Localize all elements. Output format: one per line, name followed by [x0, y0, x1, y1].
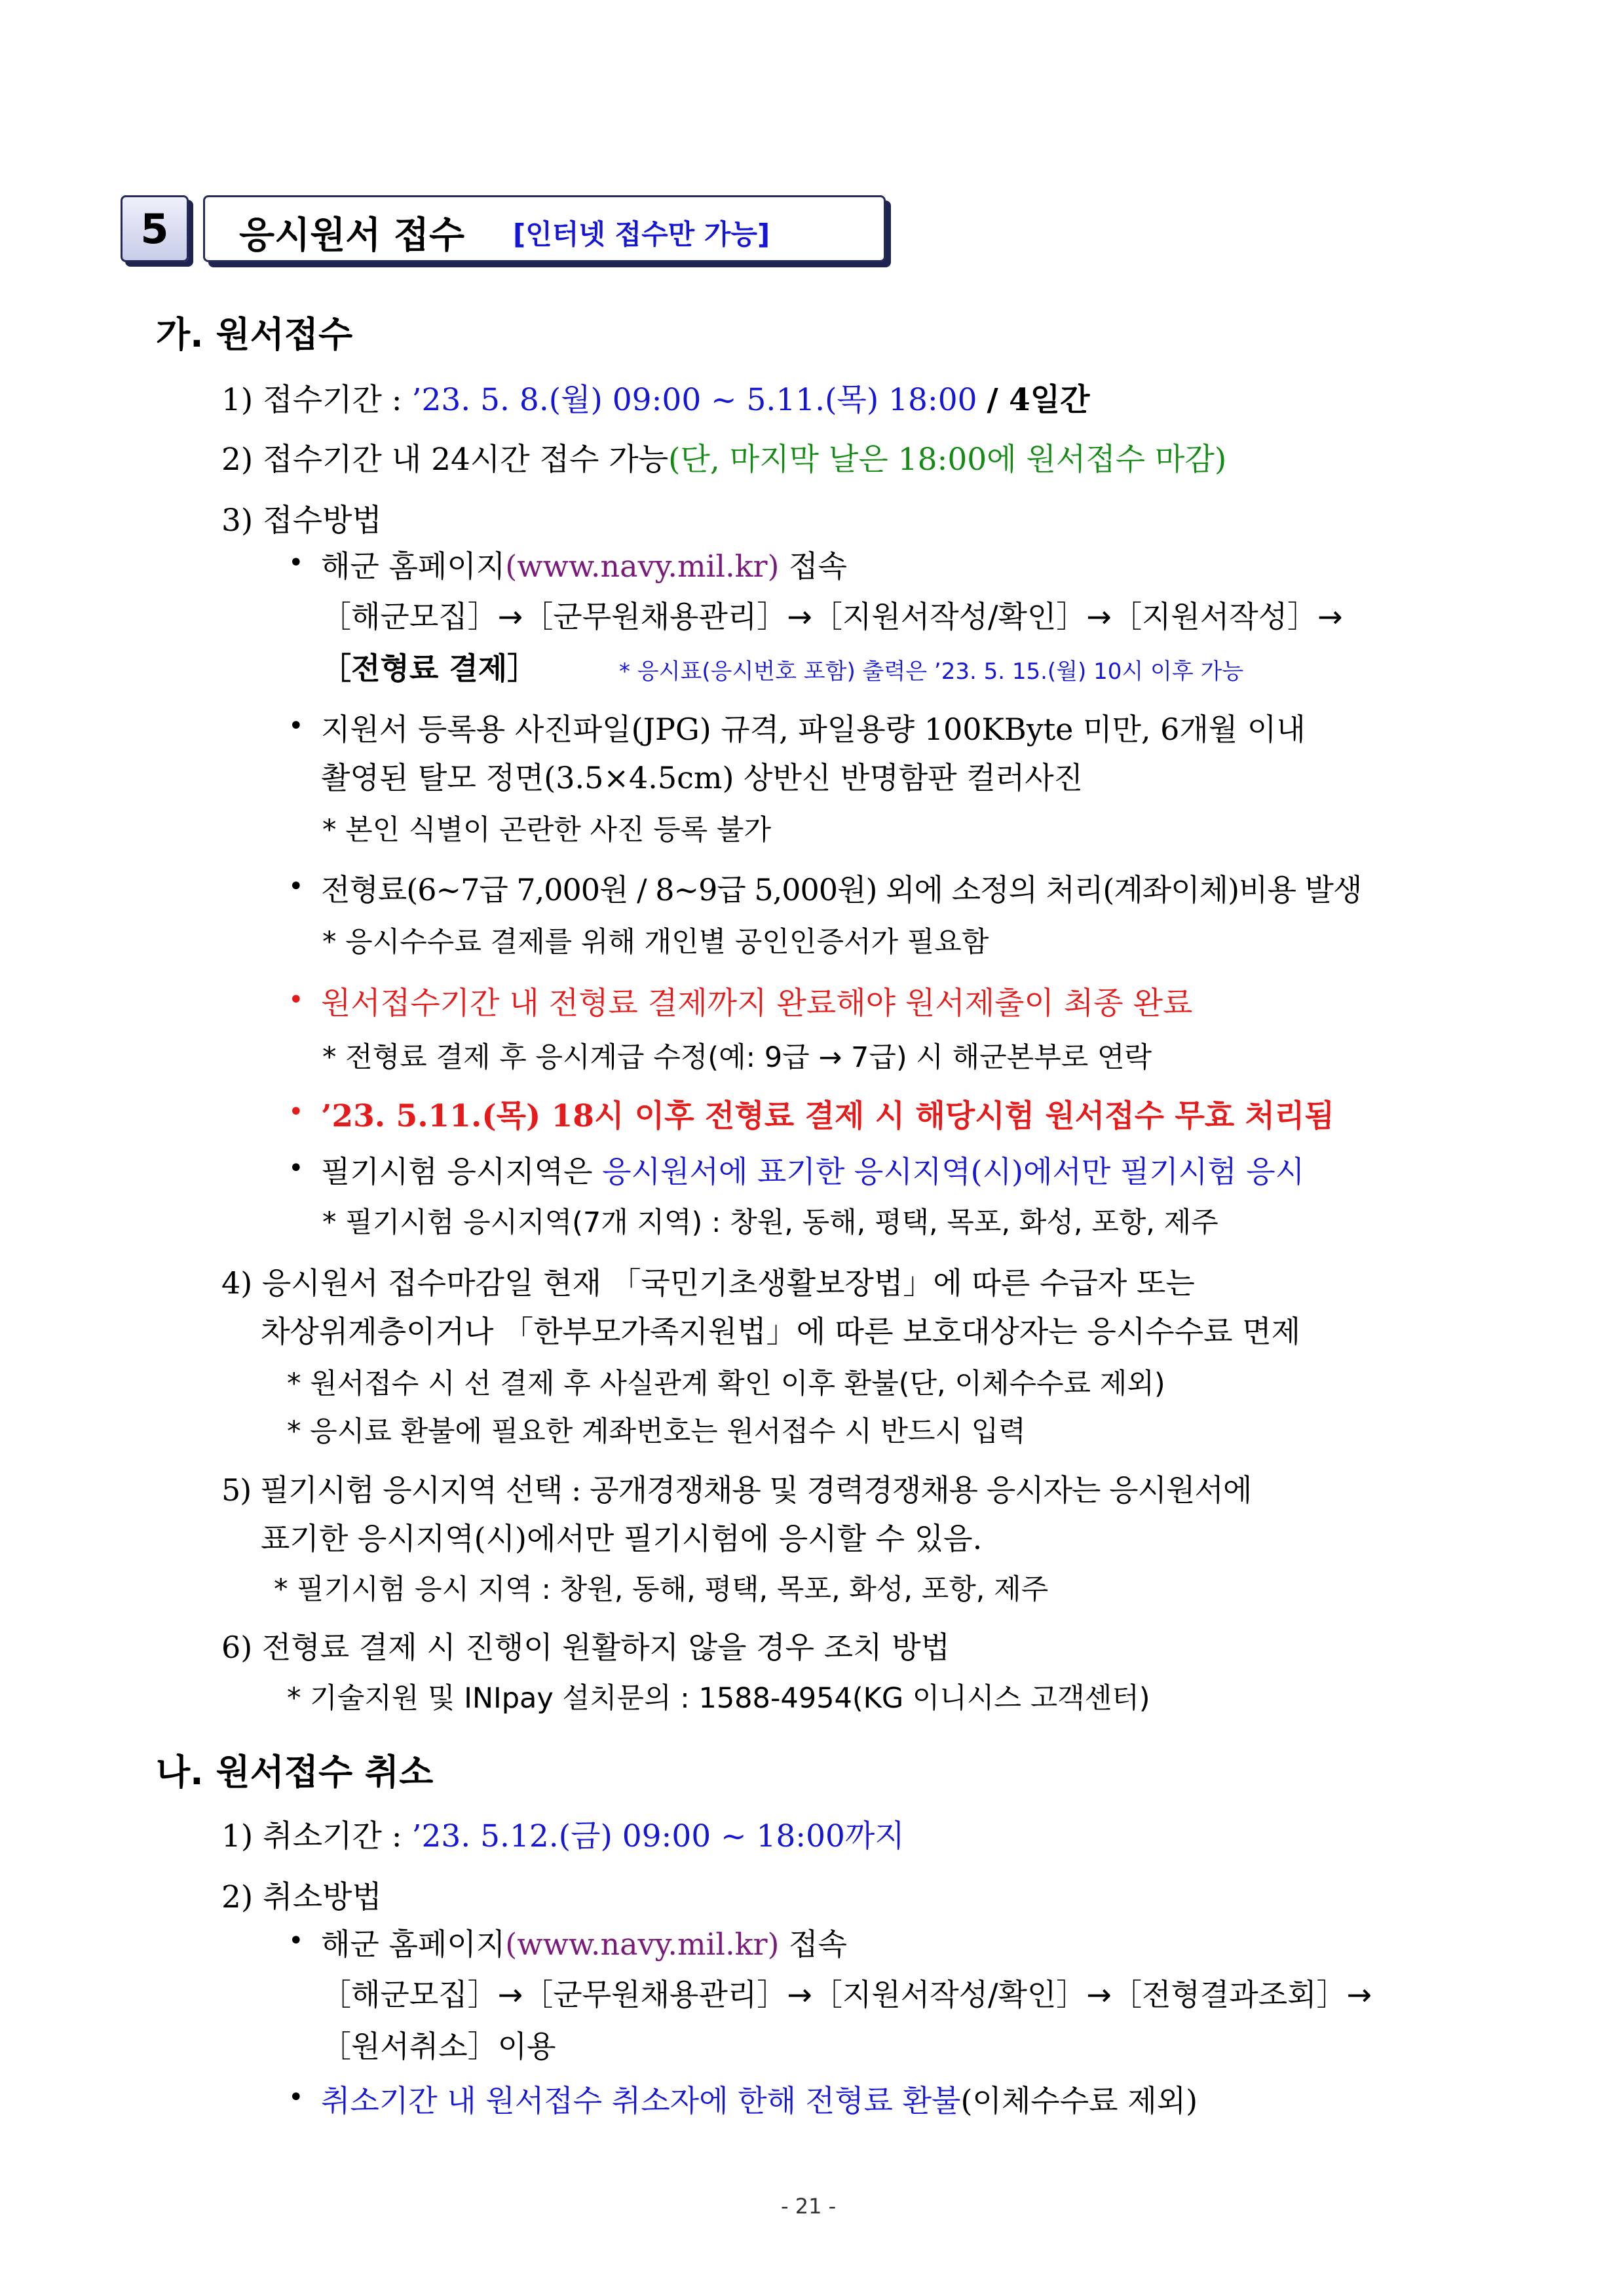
bullet-dot: • [288, 871, 304, 902]
na-item2-label: 2) 취소방법 [221, 1879, 382, 1915]
ga-b1-path-note: * 응시표(응시번호 포함) 출력은 ’23. 5. 15.(월) 10시 이후 가능 [619, 659, 1244, 685]
bullet-dot: • [288, 1926, 304, 1956]
section-title: 응시원서 접수 [239, 214, 465, 257]
section-number-box [121, 195, 189, 262]
section-title-note: [인터넷 접수만 가능] [513, 218, 770, 250]
ga-b1-post: 접속 [779, 548, 847, 584]
ga-b3-note: * 응시수수료 결제를 위해 개인별 공인인증서가 필요함 [322, 926, 989, 959]
ga-item4-line2: 차상위계층이거나 「한부모가족지원법」에 따른 보호대상자는 응시수수료 면제 [261, 1314, 1301, 1349]
ga-item1-label: 1) 접수기간 : [221, 382, 402, 418]
ga-b6-pre: 필기시험 응시지역은 [321, 1154, 603, 1189]
na-b2-line [321, 2077, 1198, 2120]
ga-b3-line1: 전형료(6~7급 7,000원 / 8~9급 5,000원) 외에 소정의 처리(계좌이체)비용 발생 [321, 872, 1362, 908]
ga-item2-text: 2) 접수기간 내 24시간 접수 가능 [221, 442, 669, 478]
ga-item2-note: (단, 마지막 날은 18:00에 원서접수 마감) [668, 442, 1227, 478]
ga-b1-pre: 해군 홈페이지 [321, 548, 506, 584]
ga-b1-line [321, 543, 847, 586]
bullet-dot: • [288, 985, 304, 1015]
ga-item4-line1: 4) 응시원서 접수마감일 현재 「국민기초생활보장법」에 따른 수급자 또는 [221, 1265, 1195, 1301]
heading-na: 나. 원서접수 취소 [156, 1751, 434, 1793]
ga-b2-note: * 본인 식별이 곤란한 사진 등록 불가 [322, 814, 772, 847]
section-title-box [203, 195, 886, 262]
ga-item4-note2: * 응시료 환불에 필요한 계좌번호는 원서접수 시 반드시 입력 [287, 1415, 1026, 1448]
ga-b6-blue: 응시원서에 표기한 응시지역(시)에서만 필기시험 응시 [602, 1154, 1305, 1189]
ga-item1-period: ’23. 5. 8.(월) 09:00 ~ 5.11.(목) 18:00 [411, 382, 977, 418]
ga-b2-line2: 촬영된 탈모 정면(3.5×4.5cm) 상반신 반명함판 컬러사진 [321, 760, 1084, 795]
ga-item1-days: / 4일간 [987, 382, 1090, 418]
heading-ga: 가. 원서접수 [156, 314, 353, 355]
ga-item6-note: * 기술지원 및 INIpay 설치문의 : 1588-4954(KG 이니시스 고객센터) [287, 1682, 1150, 1715]
na-b2-post: (이체수수료 제외) [960, 2083, 1198, 2118]
ga-item4-note1: * 원서접수 시 선 결제 후 사실관계 확인 이후 환불(단, 이체수수료 제외) [287, 1368, 1165, 1400]
ga-item6-line1: 6) 전형료 결제 시 진행이 원활하지 않을 경우 조치 방법 [221, 1630, 950, 1665]
na-b1-path1: ［해군모집］→［군무원채용관리］→［지원서작성/확인］→［전형결과조회］→ [321, 1977, 1372, 2012]
ga-b4-line1: 원서접수기간 내 전형료 결제까지 완료해야 원서제출이 최종 완료 [321, 985, 1193, 1022]
ga-b6-line1 [321, 1148, 1304, 1191]
bullet-dot: • [288, 548, 304, 578]
na-item1-label: 1) 취소기간 : [221, 1818, 402, 1854]
na-b2-blue: 취소기간 내 원서접수 취소자에 한해 전형료 환불 [321, 2083, 961, 2118]
bullet-dot: • [288, 2082, 304, 2113]
na-b1-pre: 해군 홈페이지 [321, 1926, 506, 1962]
na-item1 [221, 1812, 905, 1856]
page-number: - 21 - [781, 2194, 837, 2219]
na-item1-period: ’23. 5.12.(금) 09:00 ~ 18:00까지 [411, 1818, 905, 1854]
section-number: 5 [140, 204, 169, 253]
ga-b6-note: * 필기시험 응시지역(7개 지역) : 창원, 동해, 평택, 목포, 화성, 포항, 제주 [322, 1206, 1218, 1239]
na-b1-post: 접속 [779, 1926, 847, 1962]
ga-item3-label: 3) 접수방법 [221, 503, 382, 539]
na-b1-line [321, 1921, 847, 1964]
ga-item5-line2: 표기한 응시지역(시)에서만 필기시험에 응시할 수 있음. [261, 1521, 983, 1556]
ga-b5-line1: ’23. 5.11.(목) 18시 이후 전형료 결제 시 해당시험 원서접수 무효 처리됨 [321, 1098, 1334, 1134]
ga-item1 [221, 375, 1090, 419]
na-b1-url[interactable]: (www.navy.mil.kr) [505, 1926, 780, 1962]
ga-b2-line1: 지원서 등록용 사진파일(JPG) 규격, 파일용량 100KByte 미만, 6개월 이내 [321, 712, 1306, 747]
ga-b4-note: * 전형료 결제 후 응시계급 수정(예: 9급 → 7급) 시 해군본부로 연락 [322, 1041, 1152, 1074]
ga-item5-line1: 5) 필기시험 응시지역 선택 : 공개경쟁채용 및 경력경쟁채용 응시자는 응시원서에 [221, 1472, 1252, 1508]
ga-item5-note: * 필기시험 응시 지역 : 창원, 동해, 평택, 목포, 화성, 포항, 제주 [274, 1573, 1049, 1606]
ga-b1-path1: ［해군모집］→［군무원채용관리］→［지원서작성/확인］→［지원서작성］→ [321, 599, 1343, 634]
ga-item2 [221, 435, 1226, 479]
ga-b1-path2: ［전형료 결제］ [321, 651, 538, 686]
bullet-dot: • [288, 1097, 304, 1127]
bullet-dot: • [288, 711, 304, 741]
bullet-dot: • [288, 1153, 304, 1183]
ga-b1-url[interactable]: (www.navy.mil.kr) [505, 548, 780, 584]
na-b1-path2: ［원서취소］이용 [321, 2029, 556, 2064]
